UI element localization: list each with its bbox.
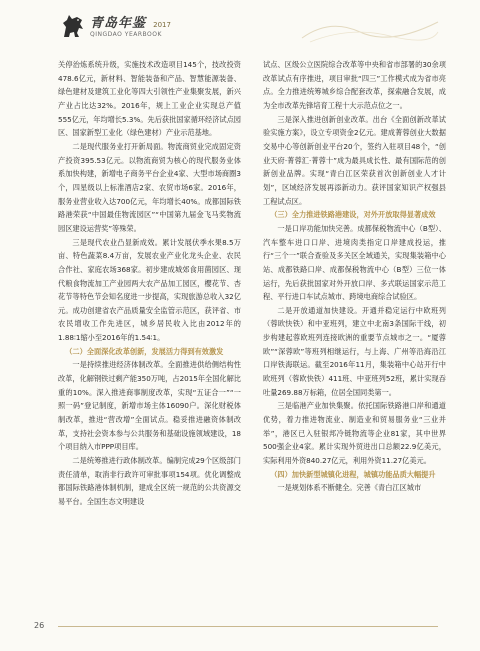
yearbook-title: 青岛年鉴 [90,16,147,31]
left-column [58,58,241,509]
paragraph: 二是开放通道加快建设。开通并稳定运行中欧班列（蓉欧快铁）和中亚班列，建立中北南3条国际干线，初步构建起蓉欧班列连接欧洲的重要节点城市之一。“厦蓉欧”“深蓉欧”等班列相继运行，与上海、广州等沿海沿江口岸铁海联运。截至2016年11月，集装箱中心站开行中欧班列（蓉欧快铁）411班、中亚班列52班，累计实现吞吐量269.88万标箱，位居全国同类第一。 [263,305,446,397]
yearbook-logo [60,6,171,46]
paragraph: 三是深入推进创新创业改革。出台《全面创新改革试验实施方案》，设立专项资金2亿元。建成菁蓉创业大数据交易中心等创新创业平台20个，签约入驻项目48个，“创业天府·菁蓉汇·菁蓉十”成为最具成长性、最有国际范的创新创业品牌。实现“青白江区荣获首次创新创业人才计划”，区域经济发展再添新动力。获评国家知识产权强县工程试点区。 [263,114,446,206]
paragraph: 三是现代农业凸显新成效。累计发展伏季水果8.5万亩、特色蔬菜8.4万亩，发展农业产业化龙头企业、农民合作社、家庭农场368家。初步建成城郊食用菌园区、现代粮食物流加工产业园两大农产品加工园区，樱花节、杏花节等特色节会知名度进一步提高，实现旅游总收入32亿元。成功创建省农产品质量安全监管示范区，获评省、市农民增收工作先进区，城乡居民收入比由2012年的1.88∶1缩小至2016年的1.54∶1。 [58,237,241,343]
yearbook-year: 2017 [153,21,171,29]
horse-logo-icon [60,11,86,41]
yearbook-subtitle: QINGDAO YEARBOOK [90,31,162,38]
paragraph: 试点、区级公立医院综合改革等中央和省市部署的30余项改革试点有序推进，项目审批“四三”工作模式成为省市亮点。全力推进统筹城乡综合配套改革，探索融合发展，成为全市改革先锋培育工程十大示范点位之一。 [263,60,446,110]
page-number: 26 [34,621,45,630]
paragraph: 一是持续推进经济体制改革。全面推进供给侧结构性改革，化解钢铁过剩产能350万吨，占2015年全国化解比重的10%。深入推进商事制度改革，实现“五证合一”“一照一码”登记制度，新增市场主体16090户。深化财税体制改革，推进“营改增”全面试点。稳妥推进融资体制改革，支持社会资本参与公共服务和基础设施领域建设，18个项目纳入市PPP项目库。 [58,360,241,452]
paragraph: 一是口岸功能加快完善。成都保税物流中心（B型）、汽车整车进口口岸、进境肉类指定口岸建成投运，推行“三个一”联合查验及多关区全域通关，实现集装箱中心站、成都铁路口岸、成都保税物流中心（B型）三位一体运行，先后获批国家对外开放口岸、多式联运国家示范工程、平行进口车试点城市、跨境电商综合试验区。 [263,223,446,302]
section-heading: （三）全力推进铁路港建设，对外开放取得显著成效 [270,210,436,220]
paragraph: 二是统筹推进行政体制改革。编制完成29个区级部门责任清单，取消非行政许可审批事项154项。优化调整成都国际铁路港体制机制，建成全区统一规范的公共资源交易平台。全国生态文明建设 [58,456,241,506]
paragraph: 关停治炼系统升级，实施技术改造项目145个，技改投资478.6亿元，新材料、智能装备和产品、智慧能源装备、绿色建材及建筑工业化等四大引领性产业集聚发展，新兴产业占比达32%。2016年，规上工业企业实现总产值555亿元，年均增长5.3%。先后获批国家循环经济试点园区、国家新型工业化（绿色建材）产业示范基地。 [58,60,241,138]
section-heading: （二）全面深化改革创新，发展活力得到有效激发 [65,346,224,356]
section-heading: （四）加快新型城镇化进程，城镇功能品质大幅提升 [270,469,436,479]
paragraph: 三是临港产业加快集聚。依托国际铁路港口岸和通道优势，着力推进物流业、制造业和贸易服务业“三业并举”，港区已入驻银邦冷链物流等企业81家，其中世界500强企业4家。累计实现外贸进出口总额22.9亿美元，实际利用外资840.27亿元，利用外资11.27亿美元。 [263,401,446,466]
paragraph: 二是现代服务业打开新局面。物流商贸业完成固定资产投资395.53亿元。以物流商贸为核心的现代服务业体系加快构建，新增电子商务平台企业4家、大型市场商圈3个，四星级以上标准酒店2家、农贸市场6家。2016年，服务业营业收入达700亿元，年均增长40%。成都国际铁路港荣获“中国最佳物流园区”“中国第九届金飞马奖物流园区建设运营奖”等殊荣。 [58,141,241,233]
header-decoration [300,8,440,44]
right-column [263,58,446,495]
footer-rule [58,626,438,627]
page-header [0,0,480,52]
paragraph: 一是规划体系不断健全。完善《青白江区城市 [277,483,422,493]
